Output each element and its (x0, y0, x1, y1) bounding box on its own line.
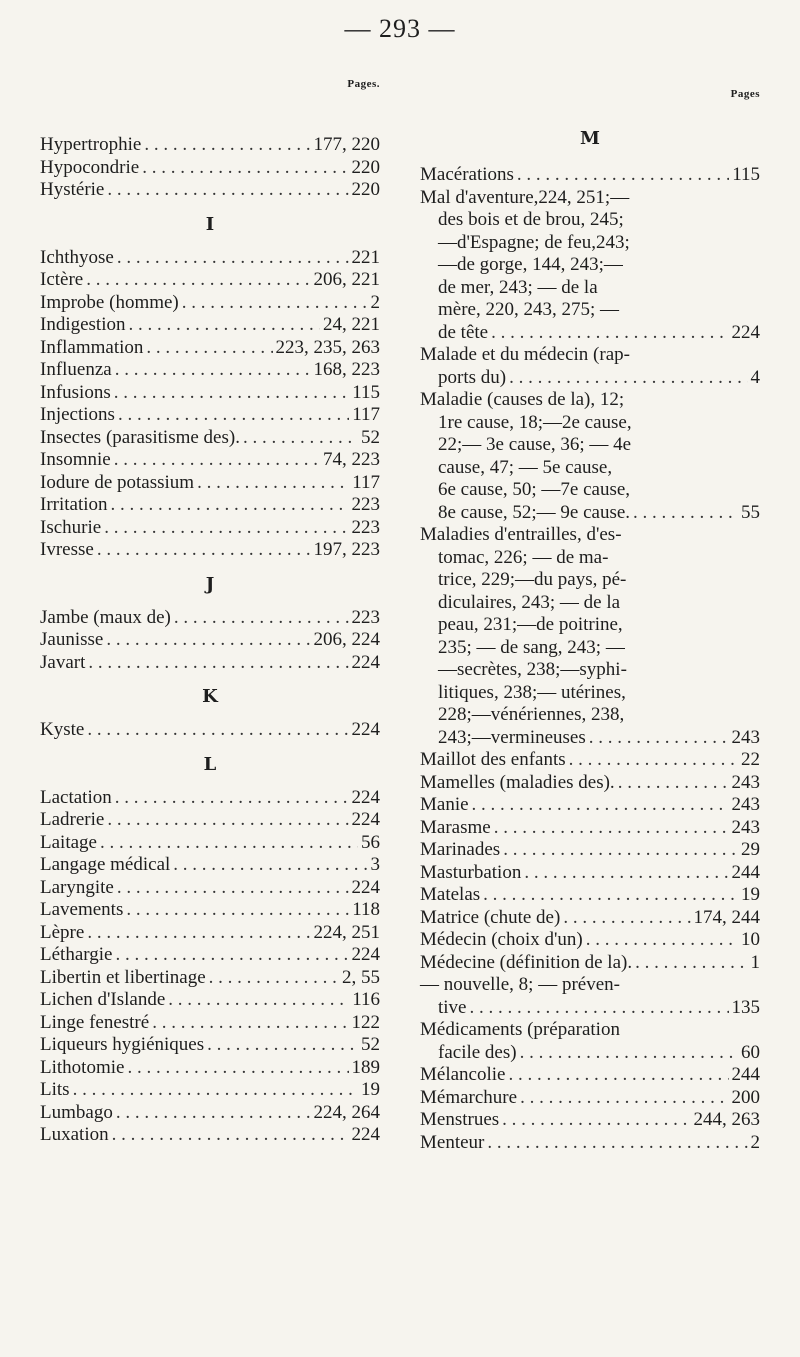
index-entry (420, 794, 760, 817)
index-entry (40, 989, 380, 1012)
index-entry (420, 974, 760, 1019)
index-entry (40, 719, 380, 742)
entry-term: Mélancolie (420, 1064, 506, 1085)
entry-line: Maladie (causes de la), 12; (420, 389, 625, 410)
index-entry (420, 1064, 760, 1087)
entry-term: Langage médical (40, 854, 171, 875)
leader-dots (126, 899, 349, 922)
entry-line: 243;—vermineuses (438, 726, 586, 748)
index-entry (420, 344, 760, 389)
index-entry (40, 1034, 380, 1057)
leader-dots (487, 1132, 747, 1155)
index-entry (40, 607, 380, 630)
leader-dots (129, 314, 321, 337)
entry-last-line (420, 727, 760, 750)
entry-term: Improbe (homme) (40, 291, 179, 313)
entry-term: Libertin et libertinage (40, 966, 206, 988)
entry-pages: 197, 223 (313, 539, 380, 560)
leader-dots (100, 832, 358, 855)
entry-pages: 221 (351, 246, 380, 268)
entry-line: Malade et du médecin (rap- (420, 344, 630, 365)
leader-dots (106, 629, 310, 652)
entry-term: Kyste (40, 719, 85, 740)
index-entry (40, 472, 380, 495)
leader-dots (635, 952, 747, 975)
entry-line: 22;— 3e cause, 36; — 4e (438, 434, 632, 455)
section-letter-i: I (205, 213, 215, 235)
entry-line: —secrètes, 238;—syphi- (438, 659, 627, 680)
section-letter-j: J (205, 573, 215, 595)
entry-term: Lits (40, 1079, 70, 1100)
leader-dots (182, 292, 368, 315)
entry-term: Ischurie (40, 516, 102, 538)
leader-dots (152, 1012, 348, 1035)
entry-line: 228;—vénériennes, 238, (438, 704, 625, 725)
entry-pages: 135 (731, 996, 760, 1018)
entry-pages: 244, 263 (693, 1109, 760, 1130)
entry-pages: 224 (351, 944, 380, 965)
index-entry (40, 247, 380, 270)
entry-term: Matrice (chute de) (420, 906, 561, 928)
entry-pages: 24, 221 (323, 314, 380, 335)
entry-pages: 2 (370, 291, 380, 313)
entry-line: 1re cause, 18;—2e cause, (438, 411, 632, 433)
entry-term: Linge fenestré (40, 1011, 150, 1033)
index-entry (40, 832, 380, 855)
entry-term: Indigestion (40, 314, 126, 335)
index-entry (40, 337, 380, 360)
entry-line: mère, 220, 243, 275; — (438, 299, 620, 320)
entry-term: Marinades (420, 839, 501, 860)
leader-dots (502, 1109, 690, 1132)
leader-dots (117, 877, 349, 900)
entry-pages: 224 (351, 651, 380, 673)
entry-line: 235; — de sang, 243; — (438, 636, 625, 658)
entry-line: Médicaments (préparation (420, 1019, 620, 1040)
index-entry (40, 269, 380, 292)
entry-term: Irritation (40, 494, 108, 515)
entry-term: Laitage (40, 831, 97, 853)
leader-dots (207, 1034, 358, 1057)
leader-dots (618, 772, 729, 795)
entry-term: Lavements (40, 899, 124, 920)
entry-pages: 206, 224 (313, 629, 380, 650)
index-entry (420, 1109, 760, 1132)
entry-line: peau, 231;—de poitrine, (438, 614, 623, 635)
entry-pages: 224 (351, 719, 380, 740)
entry-term: Insomnie (40, 449, 111, 470)
index-entry (40, 494, 380, 517)
entry-line: tomac, 226; — de ma- (438, 546, 609, 568)
index-entry (40, 899, 380, 922)
entry-pages: 29 (741, 839, 760, 860)
leader-dots (509, 367, 747, 390)
entry-line: facile des) (438, 1041, 517, 1063)
entry-line: Maladies d'entrailles, d'es- (420, 524, 622, 545)
entry-term: Lumbago (40, 1101, 113, 1123)
index-entry (420, 749, 760, 772)
leader-dots (494, 817, 729, 840)
leader-dots (104, 517, 348, 540)
index-entry (420, 952, 760, 975)
entry-term: Mémarchure (420, 1086, 518, 1108)
entry-pages: 115 (352, 381, 380, 403)
entry-term: Marasme (420, 816, 491, 838)
leader-dots (569, 749, 738, 772)
entry-term: Laryngite (40, 876, 114, 898)
entry-pages: 244 (731, 1064, 760, 1085)
pages-header: Pages. (347, 78, 380, 90)
leader-dots (503, 839, 738, 862)
entry-term: Influenza (40, 359, 112, 380)
entry-pages: 224, 251 (313, 921, 380, 943)
entry-last-line (420, 502, 760, 525)
leader-dots (115, 787, 349, 810)
leader-dots (88, 652, 348, 675)
entry-pages: 116 (352, 989, 380, 1010)
index-entry (40, 787, 380, 810)
index-entry (40, 404, 380, 427)
entry-pages: 52 (361, 1034, 380, 1055)
leader-dots (116, 1102, 311, 1125)
page-number: — 293 — (344, 14, 456, 43)
leader-dots (470, 997, 729, 1020)
index-entry (40, 809, 380, 832)
leader-dots (117, 247, 349, 270)
entry-term: Liqueurs hygiéniques (40, 1034, 205, 1055)
entry-pages: 224 (351, 1124, 380, 1145)
entry-term: Masturbation (420, 861, 522, 883)
entry-last-line (420, 1042, 760, 1065)
index-entry (420, 389, 760, 524)
entry-pages: 200 (731, 1086, 760, 1108)
entry-pages: 224, 264 (313, 1101, 380, 1123)
entry-line: trice, 229;—du pays, pé- (438, 569, 627, 590)
leader-dots (524, 862, 728, 885)
leader-dots (520, 1087, 728, 1110)
entry-line: cause, 47; — 5e cause, (438, 456, 613, 478)
entry-pages: 2, 55 (342, 966, 380, 988)
index-entry (40, 1057, 380, 1080)
entry-term: Hystérie (40, 179, 105, 200)
entry-last-line (420, 997, 760, 1020)
entry-pages: 174, 244 (693, 906, 760, 928)
entry-term: Lichen d'Islande (40, 989, 166, 1010)
entry-term: Javart (40, 651, 86, 673)
entry-pages: 117 (352, 404, 380, 425)
leader-dots (508, 1064, 728, 1087)
entry-pages: 243 (731, 771, 760, 793)
leader-dots (209, 967, 339, 990)
entry-term: Hypertrophie (40, 134, 142, 155)
entry-term: Macérations (420, 164, 514, 185)
leader-dots (589, 727, 729, 750)
entry-line: 8e cause, 52;— 9e cause. (438, 501, 631, 523)
leader-dots (472, 794, 729, 817)
index-entry (420, 524, 760, 749)
leader-dots (115, 944, 348, 967)
leader-dots (86, 269, 310, 292)
index-entry (420, 817, 760, 840)
leader-dots (114, 382, 349, 405)
index-entry (40, 652, 380, 675)
index-entry (420, 862, 760, 885)
entry-term: Maillot des enfants (420, 749, 566, 770)
entry-term: Insectes (parasitisme des). (40, 426, 240, 448)
index-entry (420, 907, 760, 930)
entry-line: de tête (438, 321, 489, 343)
leader-dots (127, 1057, 348, 1080)
index-entry (40, 382, 380, 405)
entry-line: Mal d'aventure,224, 251;— (420, 186, 630, 208)
entry-line: diculaires, 243; — de la (438, 591, 621, 613)
entry-pages: 118 (352, 899, 380, 920)
section-letter-l: L (203, 753, 217, 775)
index-entry (40, 359, 380, 382)
index-entry (420, 772, 760, 795)
index-entry (420, 1019, 760, 1064)
index-entry (40, 629, 380, 652)
leader-dots (586, 929, 738, 952)
leader-dots (517, 164, 729, 187)
entry-pages: 56 (361, 831, 380, 853)
entry-last-line (420, 322, 760, 345)
entry-term: Iodure de potassium (40, 471, 195, 493)
entry-pages: 115 (732, 164, 760, 185)
index-entry (40, 967, 380, 990)
index-entry (420, 164, 760, 187)
index-entry (40, 134, 380, 157)
leader-dots (146, 337, 272, 360)
section-letter-m: M (580, 128, 600, 149)
entry-pages: 244 (731, 861, 760, 883)
index-entry (40, 1079, 380, 1102)
leader-dots (174, 607, 349, 630)
entry-line: —d'Espagne; de feu,243; (438, 231, 630, 253)
index-entry (40, 944, 380, 967)
leader-dots (107, 179, 348, 202)
index-entry (40, 1012, 380, 1035)
entry-pages: 189 (351, 1056, 380, 1078)
entry-pages: 10 (741, 929, 760, 950)
entry-pages: 3 (370, 854, 380, 875)
leader-dots (173, 854, 367, 877)
entry-term: Manie (420, 794, 469, 815)
entry-pages: 206, 221 (313, 269, 380, 290)
entry-line: — nouvelle, 8; — préven- (420, 974, 620, 995)
entry-pages: 55 (741, 501, 760, 523)
entry-pages: 122 (351, 1011, 380, 1033)
entry-term: Médecin (choix d'un) (420, 929, 583, 950)
entry-term: Mamelles (maladies des). (420, 771, 615, 793)
entry-term: Ivresse (40, 539, 94, 560)
index-entry (40, 517, 380, 540)
entry-term: Léthargie (40, 944, 113, 965)
entry-pages: 223, 235, 263 (275, 336, 380, 358)
entry-line: 6e cause, 50; —7e cause, (438, 479, 631, 500)
index-entry (40, 157, 380, 180)
entry-term: Ichthyose (40, 246, 114, 268)
index-entry (40, 292, 380, 315)
leader-dots (115, 359, 311, 382)
index-entry (420, 929, 760, 952)
entry-pages: 19 (361, 1079, 380, 1100)
leader-dots (73, 1079, 358, 1102)
leader-dots (144, 134, 310, 157)
index-entry (40, 179, 380, 202)
entry-term: Lactation (40, 786, 112, 808)
entry-pages: 243 (731, 816, 760, 838)
leader-dots (87, 719, 348, 742)
section-letter-k: K (202, 686, 218, 707)
index-entry (40, 877, 380, 900)
entry-pages: 1 (750, 951, 760, 973)
leader-dots (243, 427, 358, 450)
pages-header: Pages (730, 88, 760, 100)
leader-dots (168, 989, 349, 1012)
index-entry (40, 427, 380, 450)
entry-line: litiques, 238;— utérines, (438, 681, 626, 703)
entry-term: Luxation (40, 1124, 109, 1145)
entry-pages: 223 (351, 494, 380, 515)
entry-pages: 224 (351, 809, 380, 830)
entry-pages: 224 (351, 876, 380, 898)
entry-pages: 60 (741, 1041, 760, 1063)
leader-dots (563, 907, 690, 930)
entry-pages: 224 (731, 321, 760, 343)
entry-term: Lèpre (40, 921, 85, 943)
entry-pages: 220 (351, 156, 380, 178)
entry-term: Jaunisse (40, 629, 104, 650)
entry-pages: 223 (351, 516, 380, 538)
entry-pages: 2 (750, 1131, 760, 1153)
entry-pages: 168, 223 (313, 359, 380, 380)
entry-term: Infusions (40, 381, 111, 403)
entry-pages: 220 (351, 179, 380, 200)
entry-term: Médecine (définition de la). (420, 951, 633, 973)
entry-pages: 243 (731, 726, 760, 748)
entry-line: ports du) (438, 366, 507, 388)
leader-dots (483, 884, 738, 907)
entry-line: de mer, 243; — de la (438, 276, 598, 298)
entry-last-line (420, 367, 760, 390)
entry-pages: 223 (351, 606, 380, 628)
entry-pages: 4 (750, 366, 760, 388)
entry-line: —de gorge, 144, 243;— (438, 254, 623, 275)
entry-term: Hypocondrie (40, 156, 140, 178)
entry-pages: 224 (351, 786, 380, 808)
entry-term: Ictère (40, 269, 84, 290)
entry-pages: 52 (361, 426, 380, 448)
index-column-right (420, 88, 760, 1154)
index-entry (40, 922, 380, 945)
leader-dots (111, 494, 349, 517)
entry-term: Inflammation (40, 336, 144, 358)
index-entry (420, 884, 760, 907)
entry-term: Matelas (420, 884, 481, 905)
index-entry (40, 1124, 380, 1147)
index-entry (420, 1132, 760, 1155)
index-entry (40, 1102, 380, 1125)
index-entry (40, 854, 380, 877)
entry-pages: 177, 220 (313, 134, 380, 155)
leader-dots (114, 449, 320, 472)
entry-pages: 117 (352, 471, 380, 493)
entry-term: Jambe (maux de) (40, 606, 171, 628)
leader-dots (87, 922, 310, 945)
index-entry (40, 539, 380, 562)
leader-dots (118, 404, 349, 427)
entry-line: des bois et de brou, 245; (438, 209, 624, 230)
entry-term: Menteur (420, 1131, 485, 1153)
index-column-left (40, 78, 380, 1147)
index-entry (40, 449, 380, 472)
entry-pages: 74, 223 (323, 449, 380, 470)
entry-pages: 22 (741, 749, 760, 770)
leader-dots (142, 157, 348, 180)
entry-term: Ladrerie (40, 809, 105, 830)
entry-line: tive (438, 996, 467, 1018)
index-entry (420, 839, 760, 862)
index-entry (420, 187, 760, 345)
index-entry (40, 314, 380, 337)
entry-term: Menstrues (420, 1109, 500, 1130)
index-entry (420, 1087, 760, 1110)
leader-dots (97, 539, 311, 562)
leader-dots (197, 472, 349, 495)
entry-pages: 243 (731, 794, 760, 815)
leader-dots (112, 1124, 349, 1147)
leader-dots (491, 322, 728, 345)
leader-dots (107, 809, 348, 832)
leader-dots (520, 1042, 738, 1065)
entry-pages: 19 (741, 884, 760, 905)
leader-dots (633, 502, 738, 525)
entry-term: Injections (40, 404, 115, 425)
entry-term: Lithotomie (40, 1056, 125, 1078)
